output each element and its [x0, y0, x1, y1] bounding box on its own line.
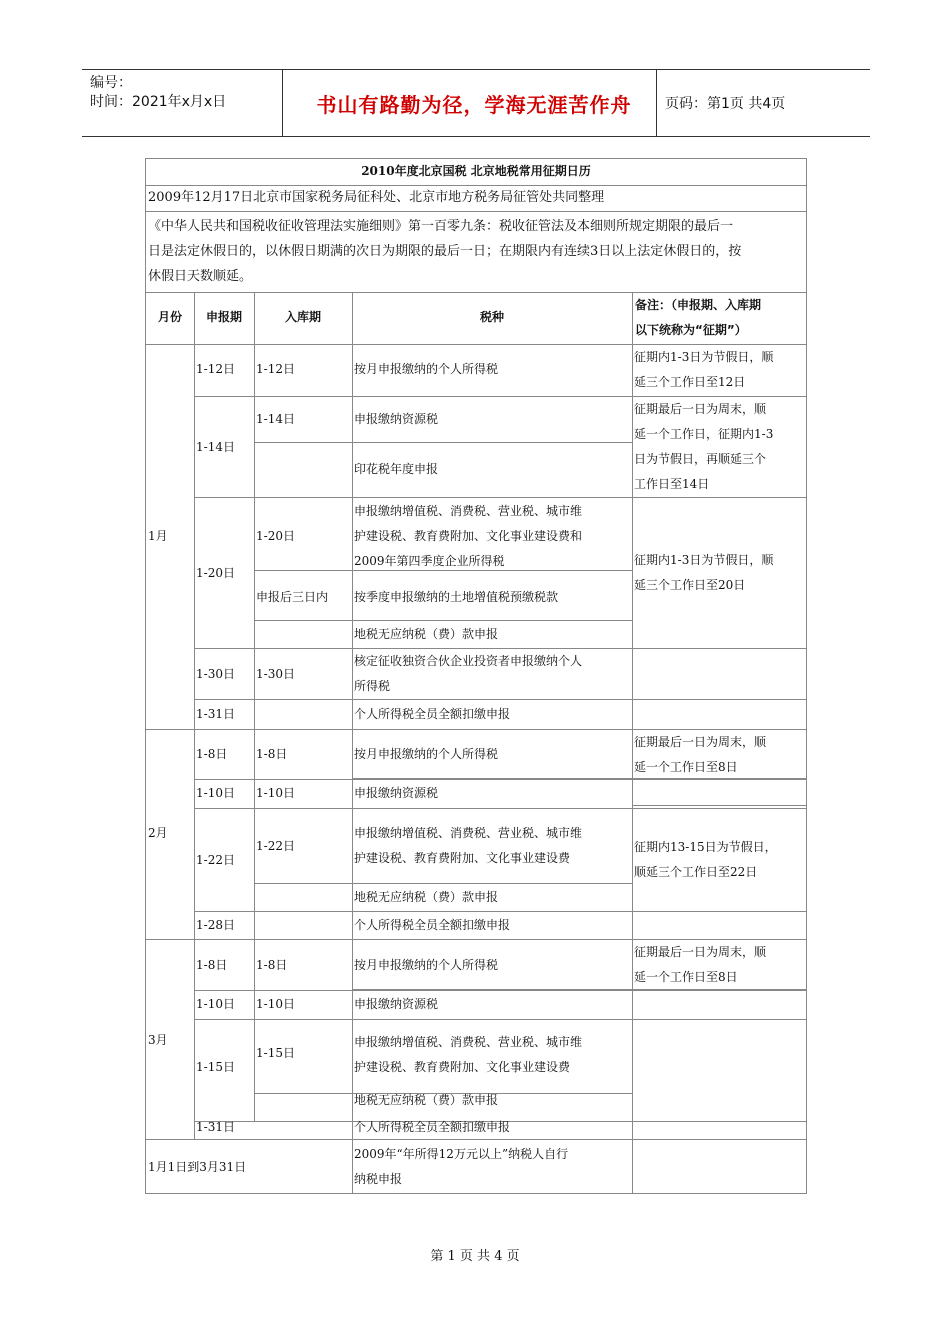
header-motto: 书山有路勤为径，学海无涯苦作舟 — [316, 92, 632, 117]
filing-period: 1-31日 — [196, 1120, 235, 1134]
remark: 征期最后一日为周末，顺 延一个工作日至8日 — [634, 735, 767, 774]
annual-period: 1月1日到3月31日 — [148, 1160, 247, 1174]
tax-type: 按季度申报缴纳的土地增值税预缴税款 — [354, 590, 559, 604]
tax-type: 申报缴纳增值税、消费税、营业税、城市维 护建设税、教育费附加、文化事业建设费 — [354, 1035, 583, 1074]
tax-type: 地税无应纳税（费）款申报 — [354, 890, 499, 904]
column-header-remark: 备注：（申报期、入库期 以下统称为“征期”） — [635, 298, 762, 337]
tax-calendar-table — [145, 158, 807, 1194]
tax-type: 地税无应纳税（费）款申报 — [354, 1093, 499, 1107]
tax-type: 个人所得税全员全额扣缴申报 — [354, 707, 511, 721]
remark: 征期内1-3日为节假日，顺 延三个工作日至20日 — [634, 553, 774, 592]
tax-type: 申报缴纳增值税、消费税、营业税、城市维 护建设税、教育费附加、文化事业建设费和 2009年第四季度企业所得税 — [354, 504, 583, 568]
regulation-line: 休假日天数顺延。 — [148, 269, 253, 284]
document-title: 2010年度北京国税 北京地税常用征期日历 — [361, 164, 591, 178]
payment-period: 1-10日 — [256, 997, 295, 1011]
tax-type: 按月申报缴纳的个人所得税 — [354, 958, 499, 972]
remark: 征期最后一日为周末，顺 延一个工作日至8日 — [634, 945, 767, 984]
regulation-line: 日是法定休假日的，以休假日期满的次日为期限的最后一日；在期限内有连续3日以上法定休假日的，按 — [148, 244, 742, 259]
tax-type: 个人所得税全员全额扣缴申报 — [354, 1120, 511, 1134]
filing-period: 1-8日 — [196, 747, 228, 761]
regulation-line: 《中华人民共和国税收征收管理法实施细则》第一百零九条：税收征管法及本细则所规定期限的最后一 — [148, 219, 734, 234]
tax-type: 申报缴纳资源税 — [354, 412, 439, 426]
tax-type: 地税无应纳税（费）款申报 — [354, 627, 499, 641]
column-header-payment-period: 入库期 — [284, 310, 321, 324]
filing-period: 1-30日 — [196, 667, 235, 681]
compiled-by-note: 2009年12月17日北京市国家税务局征科处、北京市地方税务局征管处共同整理 — [148, 190, 605, 205]
remark: 征期最后一日为周末，顺 延一个工作日，征期内1-3 日为节假日，再顺延三个 工作日至14日 — [634, 402, 774, 491]
tax-type: 按月申报缴纳的个人所得税 — [354, 747, 499, 761]
filing-period: 1-31日 — [196, 707, 235, 721]
filing-period: 1-22日 — [196, 853, 235, 867]
filing-period: 1-20日 — [196, 566, 235, 580]
filing-period: 1-8日 — [196, 958, 228, 972]
header-meta — [90, 74, 226, 112]
tax-type: 申报缴纳增值税、消费税、营业税、城市维 护建设税、教育费附加、文化事业建设费 — [354, 826, 583, 865]
header-divider — [282, 70, 283, 136]
payment-period: 1-14日 — [256, 412, 295, 426]
tax-type: 核定征收独资合伙企业投资者申报缴纳个人 所得税 — [354, 654, 583, 693]
filing-period: 1-15日 — [196, 1060, 235, 1074]
regulation-text — [148, 214, 804, 289]
column-header-tax-type: 税种 — [479, 310, 504, 324]
tax-type: 申报缴纳资源税 — [354, 786, 439, 800]
month-label: 3月 — [148, 1033, 168, 1047]
tax-type: 个人所得税全员全额扣缴申报 — [354, 918, 511, 932]
header-time-label: 时间：2021年x月x日 — [90, 94, 227, 110]
tax-type: 申报缴纳资源税 — [354, 997, 439, 1011]
tax-type: 2009年“年所得12万元以上”纳税人自行 纳税申报 — [354, 1147, 569, 1186]
payment-period: 1-8日 — [256, 747, 288, 761]
tax-type: 印花税年度申报 — [354, 462, 439, 476]
remark: 征期内1-3日为节假日，顺 延三个工作日至12日 — [634, 350, 774, 389]
payment-period: 1-10日 — [256, 786, 295, 800]
page-header — [82, 69, 870, 137]
filing-period: 1-12日 — [196, 362, 235, 376]
payment-period: 1-22日 — [256, 839, 295, 853]
column-header-month: 月份 — [157, 310, 182, 324]
payment-period: 1-30日 — [256, 667, 295, 681]
filing-period: 1-10日 — [196, 997, 235, 1011]
month-label: 2月 — [148, 826, 168, 840]
header-page-label: 页码：第1页 共4页 — [665, 96, 786, 112]
payment-period: 申报后三日内 — [256, 590, 329, 604]
payment-period: 1-20日 — [256, 529, 295, 543]
page-footer: 第 1 页 共 4 页 — [430, 1249, 520, 1264]
tax-type: 按月申报缴纳的个人所得税 — [354, 362, 499, 376]
payment-period: 1-8日 — [256, 958, 288, 972]
remark: 征期内13-15日为节假日， 顺延三个工作日至22日 — [634, 840, 777, 879]
payment-period: 1-15日 — [256, 1046, 295, 1060]
filing-period: 1-28日 — [196, 918, 235, 932]
column-header-filing-period: 申报期 — [205, 310, 242, 324]
filing-period: 1-10日 — [196, 786, 235, 800]
header-divider — [656, 70, 657, 136]
payment-period: 1-12日 — [256, 362, 295, 376]
filing-period: 1-14日 — [196, 440, 235, 454]
header-number-label: 编号： — [90, 75, 132, 91]
month-label: 1月 — [148, 529, 168, 543]
